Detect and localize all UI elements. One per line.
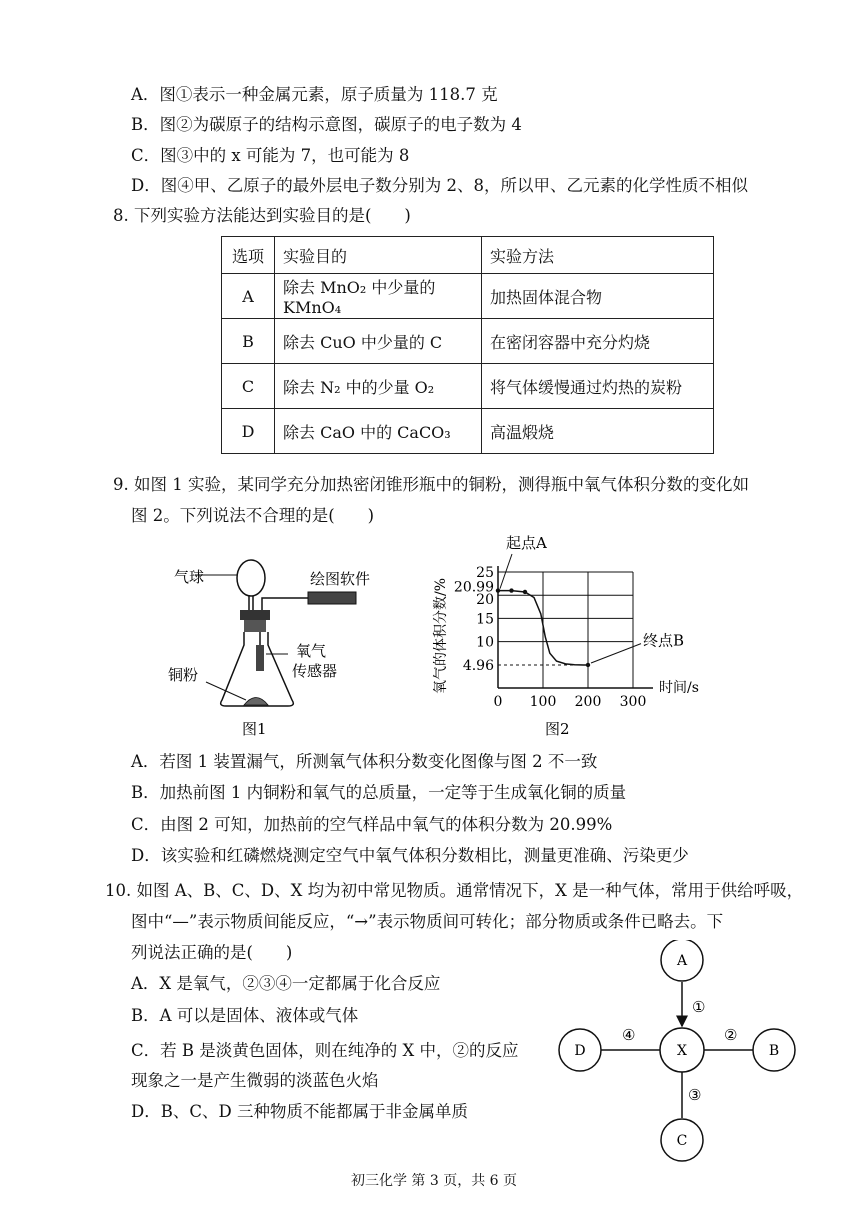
chart-grid [498, 566, 653, 688]
q10-option-b: B．A 可以是固体、液体或气体 [131, 1006, 359, 1025]
x-tick-label: 200 [574, 694, 602, 710]
q7-option-d: D．图④甲、乙原子的最外层电子数分别为 2、8，所以甲、乙元素的化学性质不相似 [131, 176, 748, 195]
data-point [509, 588, 513, 592]
reaction-4-label: ④ [622, 1026, 636, 1044]
table-header-row [222, 237, 714, 274]
q7-option-b: B．图②为碳原子的结构示意图，碳原子的电子数为 4 [131, 115, 522, 134]
table-cell-method: 加热固体混合物 [482, 274, 714, 319]
data-point [496, 588, 500, 592]
figure1-apparatus [160, 550, 390, 740]
y-tick-label: 25 [476, 565, 494, 581]
q8-table [221, 236, 714, 454]
q9-stem-line2: 图 2。下列说法不合理的是( ) [131, 506, 375, 525]
reaction-2-label: ② [724, 1026, 738, 1044]
copper-label: 铜粉 [168, 666, 199, 684]
q9-option-c: C．由图 2 可知，加热前的空气样品中氧气的体积分数为 20.99% [131, 815, 613, 834]
table-header-purpose: 实验目的 [275, 237, 482, 274]
q10-stem-line2: 图中“—”表示物质间能反应，“→”表示物质间可转化；部分物质或条件已略去。下 [131, 912, 724, 931]
q9-option-b: B．加热前图 1 内铜粉和氧气的总质量，一定等于生成氧化铜的质量 [131, 783, 627, 802]
start-point-label: 起点A [506, 534, 547, 552]
y-tick-label: 20.99 [453, 579, 494, 596]
table-cell-method: 在密闭容器中充分灼烧 [482, 319, 714, 364]
sensor-cable [262, 598, 308, 612]
node-b-label: B [768, 1043, 780, 1059]
page-footer: 初三化学 第 3 页，共 6 页 [350, 1173, 518, 1189]
table-cell-purpose: 除去 N₂ 中的少量 O₂ [275, 364, 482, 409]
balloon-label: 气球 [174, 568, 205, 586]
q10-stem-line1: 10. 如图 A、B、C、D、X 均为初中常见物质。通常情况下，X 是一种气体，常用于供给呼吸， [105, 881, 804, 900]
q10-stem-line3: 列说法正确的是( ) [131, 943, 293, 962]
table-row [222, 274, 714, 319]
q8-stem: 8. 下列实验方法能达到实验目的是( ) [113, 206, 411, 225]
q10-option-a: A．X 是氧气，②③④一定都属于化合反应 [131, 974, 441, 993]
start-point-arrow [500, 554, 512, 589]
table-cell-purpose: 除去 MnO₂ 中少量的 KMnO₄ [275, 274, 482, 319]
chart-y-label: 氧气的体积分数/% [433, 577, 449, 694]
balloon-shape [237, 560, 265, 596]
q10-option-d: D．B、C、D 三种物质不能都属于非金属单质 [131, 1102, 468, 1121]
reaction-3-label: ③ [688, 1086, 702, 1104]
table-cell-method: 高温煅烧 [482, 409, 714, 454]
q10-option-c-line1: C．若 B 是淡黄色固体，则在纯净的 X 中，②的反应 [131, 1041, 519, 1060]
q9-option-a: A．若图 1 装置漏气，所测氧气体积分数变化图像与图 2 不一致 [131, 752, 598, 771]
software-device [308, 592, 356, 604]
table-cell-option: D [222, 409, 275, 454]
y-tick-label: 15 [476, 611, 494, 628]
chart-x-label: 时间/s [659, 680, 699, 696]
table-row [222, 409, 714, 454]
table-cell-option: B [222, 319, 275, 364]
q9-option-d: D．该实验和红磷燃烧测定空气中氧气体积分数相比，测量更准确、污染更少 [131, 846, 689, 865]
y-tick-label: 10 [476, 634, 494, 651]
copper-powder [244, 698, 268, 706]
stopper-top [240, 610, 270, 620]
table-cell-purpose: 除去 CuO 中少量的 C [275, 319, 482, 364]
table-header-method: 实验方法 [482, 237, 714, 274]
q9-stem-line1: 9. 如图 1 实验，某同学充分加热密闭锥形瓶中的铜粉，测得瓶中氧气体积分数的变化如 [113, 475, 749, 494]
table-row [222, 319, 714, 364]
node-x-label: X [677, 1043, 687, 1059]
node-d-label: D [574, 1043, 586, 1059]
x-tick-label: 300 [619, 694, 647, 710]
q10-relation-diagram [558, 940, 798, 1162]
table-cell-option: C [222, 364, 275, 409]
table-cell-option: A [222, 274, 275, 319]
table-cell-method: 将气体缓慢通过灼热的炭粉 [482, 364, 714, 409]
figure2-caption: 图2 [545, 720, 570, 738]
sensor-label-2: 传感器 [292, 662, 338, 680]
data-point [523, 590, 527, 594]
q10-option-c-line2: 现象之一是产生微弱的淡蓝色火焰 [131, 1071, 379, 1090]
figure2-chart [425, 528, 725, 740]
sensor-label-1: 氧气 [296, 642, 327, 660]
q7-option-c: C．图③中的 x 可能为 7，也可能为 8 [131, 146, 410, 165]
end-point-label: 终点B [643, 631, 685, 650]
x-tick-label: 0 [493, 694, 503, 710]
node-c-label: C [676, 1133, 688, 1149]
reaction-1-label: ① [692, 998, 706, 1016]
table-cell-purpose: 除去 CaO 中的 CaCO₃ [275, 409, 482, 454]
y-tick-label: 20 [476, 592, 494, 609]
q7-option-a: A．图①表示一种金属元素，原子质量为 118.7 克 [131, 85, 498, 104]
figure1-caption: 图1 [242, 720, 267, 738]
software-label: 绘图软件 [310, 570, 371, 588]
node-a-label: A [676, 953, 688, 969]
table-row [222, 364, 714, 409]
copper-leader-line [206, 682, 246, 700]
x-tick-label: 100 [529, 694, 557, 710]
table-header-option: 选项 [222, 237, 275, 274]
y-tick-label: 4.96 [462, 657, 494, 674]
stopper [244, 620, 266, 632]
oxygen-sensor [256, 645, 264, 671]
